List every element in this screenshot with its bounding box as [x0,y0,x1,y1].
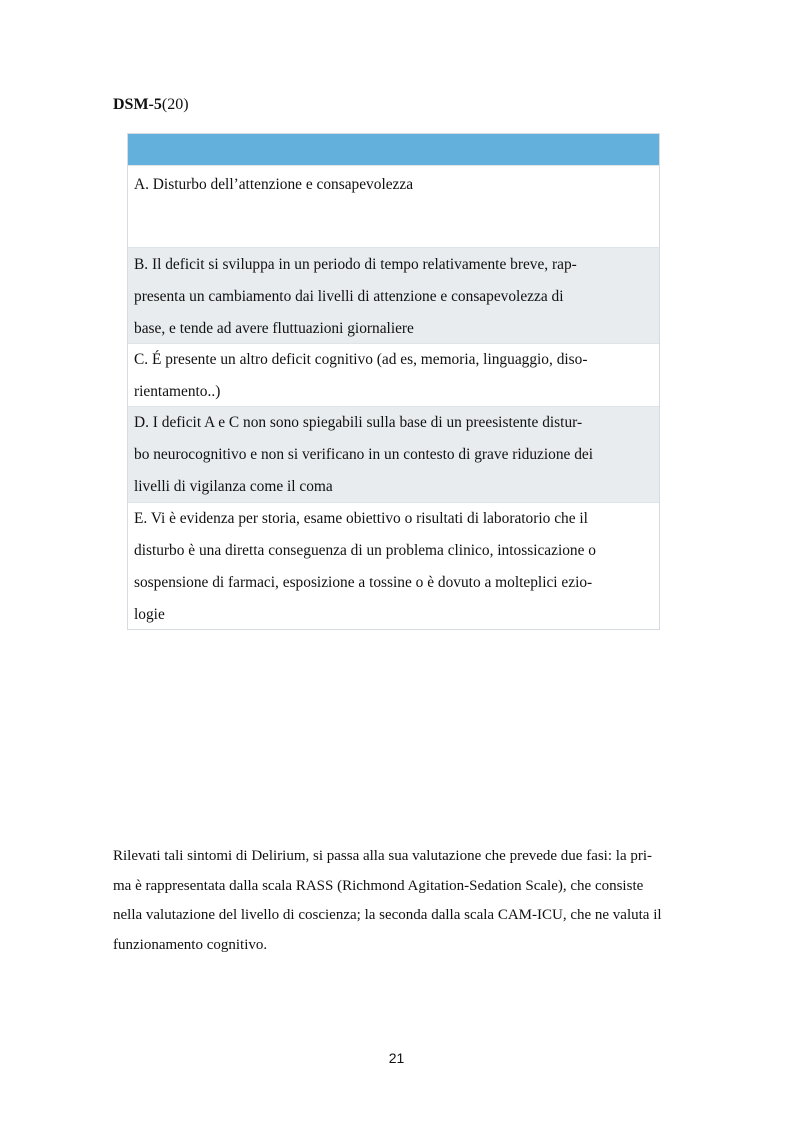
criterion-b-line-3: base, e tende ad avere fluttuazioni giornaliere [134,320,414,337]
criterion-d-row [128,406,659,502]
criterion-c-row [128,343,659,406]
criterion-c-line-1: C. É presente un altro deficit cognitivo (ad es, memoria, linguaggio, diso- [134,351,588,368]
table-header-bar [128,134,659,165]
paragraph-line-4: funzionamento cognitivo. [113,936,268,953]
body-paragraph [113,842,693,960]
criterion-d-line-3: livelli di vigilanza come il coma [134,478,333,495]
criterion-c-line-2: rientamento..) [134,383,221,400]
section-heading [113,94,189,116]
page-number: 21 [388,1050,405,1066]
criterion-e-line-2: disturbo è una diretta conseguenza di un problema clinico, intossicazione o [134,542,597,559]
criterion-a-row [128,165,659,247]
paragraph-line-1: Rilevati tali sintomi di Delirium, si passa alla sua valutazione che prevede due fasi: la pri- [113,848,653,864]
criterion-d-line-2: bo neurocognitivo e non si verificano in un contesto di grave riduzione dei [134,446,594,463]
dsm5-criteria-table [127,133,660,630]
criterion-e-line-1: E. Vi è evidenza per storia, esame obiettivo o risultati di laboratorio che il [134,510,588,527]
criterion-d-line-1: D. I deficit A e C non sono spiegabili sulla base di un preesistente distur- [134,414,583,431]
criterion-e-row [128,502,659,629]
paragraph-line-2: ma è rappresentata dalla scala RASS (Richmond Agitation-Sedation Scale), che consiste [113,877,644,894]
criterion-b-line-1: B. Il deficit si sviluppa in un periodo di tempo relativamente breve, rap- [134,256,577,273]
criterion-e-line-3: sospensione di farmaci, esposizione a tossine o è dovuto a molteplici ezio- [134,574,593,591]
paragraph-line-3: nella valutazione del livello di coscienza; la seconda dalla scala CAM-ICU, che ne valuta il [113,907,662,923]
criterion-b-line-2: presenta un cambiamento dai livelli di attenzione e consapevolezza di [134,288,564,305]
criterion-e-line-4: logie [134,606,165,623]
heading-title: DSM-5 [113,96,162,113]
heading-citation: (20) [161,96,189,113]
criterion-b-row [128,247,659,343]
criterion-a-line-1: A. Disturbo dell’attenzione e consapevolezza [134,176,414,193]
